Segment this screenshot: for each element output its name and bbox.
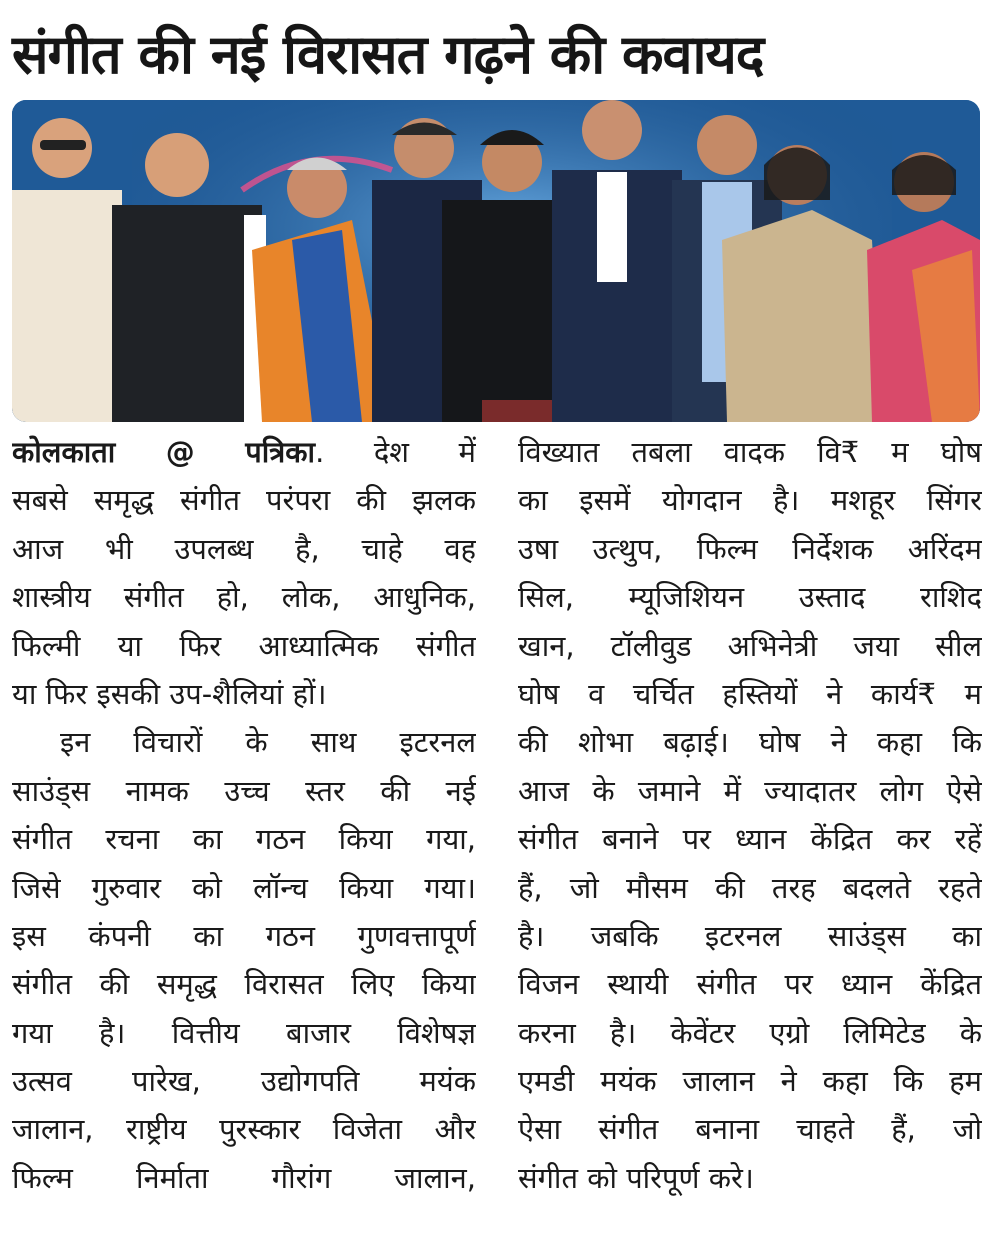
text-line: फिल्म निर्माता गौरांग जालान,	[12, 1160, 476, 1195]
text-line: विजन स्थायी संगीत पर ध्यान केंद्रित	[518, 967, 982, 1002]
text-line: विख्यात तबला वादक वि₹ म घोष	[518, 435, 982, 469]
text-line: जिसे गुरुवार को लॉन्च किया गया।	[12, 870, 476, 905]
text-line: की शोभा बढ़ाई। घोष ने कहा कि	[518, 725, 982, 760]
text-line: फिल्मी या फिर आध्यात्मिक संगीत	[12, 628, 476, 663]
text-line: उत्सव पारेख, उद्योगपति मयंक	[12, 1064, 476, 1099]
text-line: सबसे समृद्ध संगीत परंपरा की झलक	[12, 483, 476, 518]
text-line: संगीत को परिपूर्ण करे।	[518, 1160, 754, 1195]
headline: संगीत की नई विरासत गढ़ने की कवायद	[12, 23, 764, 86]
text-line: आज के जमाने में ज्यादातर लोग ऐसे	[518, 773, 982, 808]
text-line: या फिर इसकी उप-शैलियां हों।	[12, 676, 327, 711]
text-line: कोलकाता @ पत्रिका. देश में	[12, 435, 476, 469]
text-line: हैं, जो मौसम की तरह बदलते रहते	[518, 870, 982, 905]
text-line: इन विचारों के साथ इटरनल	[60, 725, 476, 760]
dateline: कोलकाता @ पत्रिका	[12, 435, 316, 469]
text-line: घोष व चर्चित हस्तियों ने कार्य₹ म	[518, 676, 982, 711]
text-line: करना है। केवेंटर एग्रो लिमिटेड के	[518, 1015, 982, 1050]
text-line: संगीत बनाने पर ध्यान केंद्रित कर रहें	[518, 822, 982, 857]
text-line: गया है। वित्तीय बाजार विशेषज्ञ	[12, 1015, 476, 1050]
text-line: आज भी उपलब्ध है, चाहे वह	[12, 531, 476, 566]
text-line: सिल, म्यूजिशियन उस्ताद राशिद	[518, 580, 982, 615]
article-column-right	[518, 428, 982, 1202]
text-line: खान, टॉलीवुड अभिनेत्री जया सील	[518, 628, 982, 663]
text-line: का इसमें योगदान है। मशहूर सिंगर	[518, 483, 982, 518]
text-line: है। जबकि इटरनल साउंड्स का	[518, 918, 982, 953]
text-line: शास्त्रीय संगीत हो, लोक, आधुनिक,	[12, 580, 476, 615]
text-line: इस कंपनी का गठन गुणवत्तापूर्ण	[12, 918, 476, 953]
group-photo-illustration	[12, 100, 980, 422]
article-column-left	[12, 428, 476, 1202]
text-line: साउंड्स नामक उच्च स्तर की नई	[12, 773, 476, 808]
text-line: संगीत की समृद्ध विरासत लिए किया	[12, 967, 476, 1002]
text-line: उषा उत्थुप, फिल्म निर्देशक अरिंदम	[518, 531, 982, 566]
text-line: ऐसा संगीत बनाना चाहते हैं, जो	[518, 1112, 982, 1147]
text-line: एमडी मयंक जालान ने कहा कि हम	[518, 1064, 982, 1099]
text-line: संगीत रचना का गठन किया गया,	[12, 822, 476, 857]
group-photo	[12, 100, 980, 422]
text-line: जालान, राष्ट्रीय पुरस्कार विजेता और	[12, 1112, 476, 1147]
